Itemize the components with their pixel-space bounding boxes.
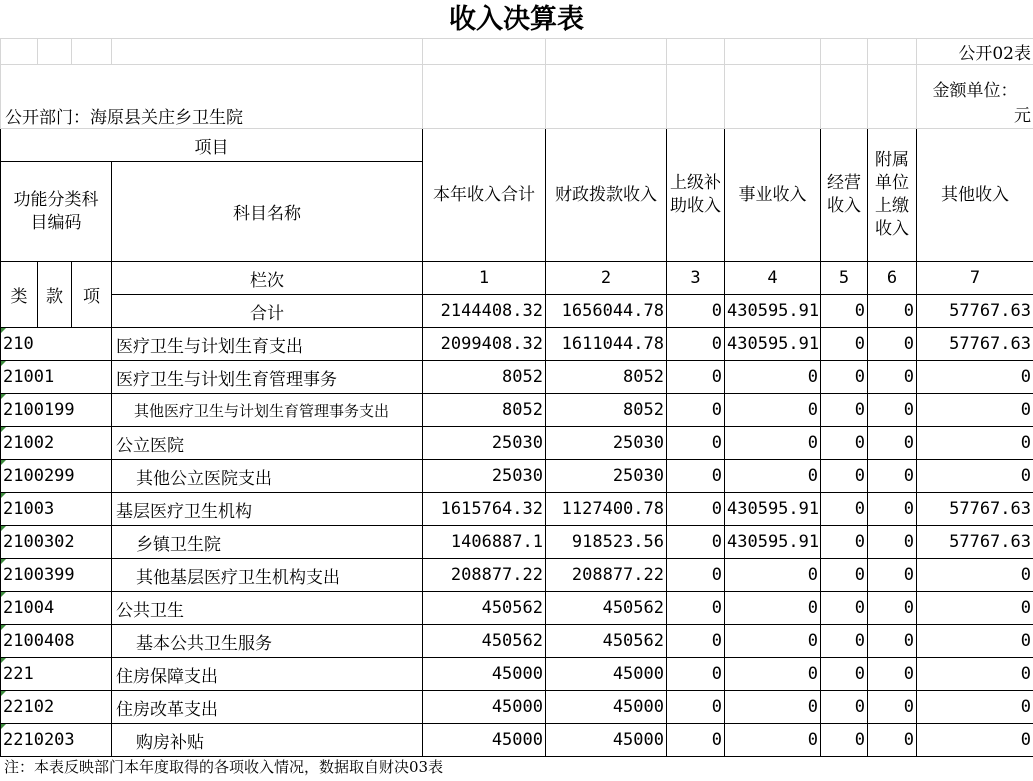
subject-name: 公共卫生 <box>112 592 423 625</box>
amount-cell: 45000 <box>423 691 546 724</box>
subject-code: 2100408 <box>1 625 112 658</box>
amount-cell: 450562 <box>423 625 546 658</box>
amount-cell: 0 <box>868 658 917 691</box>
subject-name: 其他医疗卫生与计划生育管理事务支出 <box>112 394 423 427</box>
table-row <box>1 493 1033 526</box>
amount-cell: 8052 <box>546 394 667 427</box>
amount-cell: 0 <box>868 691 917 724</box>
total-value: 0 <box>667 295 725 328</box>
amount-unit <box>917 65 1033 129</box>
amount-unit-value: 元 <box>1014 106 1031 126</box>
table-row <box>1 328 1033 361</box>
subject-name: 公立医院 <box>112 427 423 460</box>
total-row <box>1 295 1033 328</box>
table-row <box>1 460 1033 493</box>
amount-cell: 450562 <box>546 625 667 658</box>
amount-cell: 1127400.78 <box>546 493 667 526</box>
amount-cell: 0 <box>725 625 821 658</box>
subject-code: 21003 <box>1 493 112 526</box>
subject-name: 医疗卫生与计划生育支出 <box>112 328 423 361</box>
subject-code: 21001 <box>1 361 112 394</box>
footnote: 注：本表反映部门本年度取得的各项收入情况，数据取自财决03表 <box>4 758 444 776</box>
table-row <box>1 526 1033 559</box>
amount-cell: 0 <box>868 427 917 460</box>
total-label: 合计 <box>112 295 423 328</box>
header-lanci: 栏次 <box>112 262 423 295</box>
amount-cell: 208877.22 <box>546 559 667 592</box>
amount-cell: 8052 <box>546 361 667 394</box>
amount-cell: 0 <box>725 394 821 427</box>
amount-cell: 0 <box>917 724 1033 757</box>
amount-cell: 0 <box>667 691 725 724</box>
subject-code: 2100299 <box>1 460 112 493</box>
amount-cell: 0 <box>821 361 868 394</box>
amount-cell: 0 <box>917 427 1033 460</box>
amount-cell: 0 <box>725 658 821 691</box>
amount-cell: 0 <box>821 460 868 493</box>
subject-code: 21002 <box>1 427 112 460</box>
total-value: 1656044.78 <box>546 295 667 328</box>
amount-cell: 918523.56 <box>546 526 667 559</box>
subject-name: 购房补贴 <box>112 724 423 757</box>
amount-unit-label: 金额单位： <box>932 81 1018 101</box>
amount-cell: 0 <box>868 559 917 592</box>
amount-cell: 1611044.78 <box>546 328 667 361</box>
income-table <box>0 38 1033 757</box>
subject-code: 21004 <box>1 592 112 625</box>
subject-code: 22102 <box>1 691 112 724</box>
amount-cell: 450562 <box>423 592 546 625</box>
amount-cell: 0 <box>868 394 917 427</box>
amount-cell: 0 <box>821 427 868 460</box>
amount-cell: 430595.91 <box>725 328 821 361</box>
amount-cell: 0 <box>667 427 725 460</box>
amount-cell: 0 <box>821 493 868 526</box>
total-value: 57767.63 <box>917 295 1033 328</box>
col-index: 6 <box>868 262 917 295</box>
table-row <box>1 724 1033 757</box>
amount-cell: 25030 <box>423 460 546 493</box>
amount-cell: 0 <box>667 328 725 361</box>
header-xiang: 项 <box>72 262 112 328</box>
subject-code: 2100399 <box>1 559 112 592</box>
subject-name: 医疗卫生与计划生育管理事务 <box>112 361 423 394</box>
page-title: 收入决算表 <box>449 4 584 35</box>
amount-cell: 2099408.32 <box>423 328 546 361</box>
header-business: 事业收入 <box>725 129 821 262</box>
header-lei: 类 <box>1 262 38 328</box>
amount-cell: 45000 <box>546 724 667 757</box>
amount-cell: 25030 <box>546 460 667 493</box>
amount-cell: 0 <box>821 394 868 427</box>
amount-cell: 0 <box>725 691 821 724</box>
amount-cell: 0 <box>667 625 725 658</box>
amount-cell: 25030 <box>546 427 667 460</box>
amount-cell: 0 <box>868 592 917 625</box>
header-kuan: 款 <box>38 262 72 328</box>
amount-cell: 57767.63 <box>917 328 1033 361</box>
form-number-row <box>1 39 1033 65</box>
amount-cell: 0 <box>821 592 868 625</box>
amount-cell: 45000 <box>423 658 546 691</box>
form-number: 公开02表 <box>917 39 1033 65</box>
table-row <box>1 559 1033 592</box>
amount-cell: 0 <box>821 526 868 559</box>
amount-cell: 0 <box>917 625 1033 658</box>
subject-code: 2100302 <box>1 526 112 559</box>
amount-cell: 0 <box>725 427 821 460</box>
amount-cell: 430595.91 <box>725 526 821 559</box>
amount-cell: 45000 <box>546 658 667 691</box>
col-index: 7 <box>917 262 1033 295</box>
header-operating: 经营收入 <box>821 129 868 262</box>
amount-cell: 0 <box>725 592 821 625</box>
amount-cell: 57767.63 <box>917 526 1033 559</box>
amount-cell: 8052 <box>423 394 546 427</box>
amount-cell: 45000 <box>546 691 667 724</box>
amount-cell: 1406887.1 <box>423 526 546 559</box>
amount-cell: 0 <box>821 691 868 724</box>
amount-cell: 0 <box>821 328 868 361</box>
header-subject-name: 科目名称 <box>112 162 423 262</box>
amount-cell: 0 <box>821 559 868 592</box>
amount-cell: 0 <box>725 724 821 757</box>
subject-name: 其他公立医院支出 <box>112 460 423 493</box>
amount-cell: 0 <box>917 394 1033 427</box>
col-index: 4 <box>725 262 821 295</box>
table-row <box>1 592 1033 625</box>
amount-cell: 57767.63 <box>917 493 1033 526</box>
subject-code: 221 <box>1 658 112 691</box>
table-row <box>1 691 1033 724</box>
col-index: 3 <box>667 262 725 295</box>
amount-cell: 0 <box>725 460 821 493</box>
amount-cell: 45000 <box>423 724 546 757</box>
amount-cell: 0 <box>917 460 1033 493</box>
amount-cell: 0 <box>667 559 725 592</box>
amount-cell: 0 <box>868 493 917 526</box>
header-project: 项目 <box>1 129 423 162</box>
department-label: 公开部门：海原县关庄乡卫生院 <box>1 65 423 129</box>
amount-cell: 1615764.32 <box>423 493 546 526</box>
amount-cell: 0 <box>667 658 725 691</box>
header-row-1 <box>1 129 1033 162</box>
total-value: 0 <box>868 295 917 328</box>
amount-cell: 0 <box>868 526 917 559</box>
subject-code: 2210203 <box>1 724 112 757</box>
amount-cell: 0 <box>725 559 821 592</box>
amount-cell: 0 <box>868 361 917 394</box>
subject-code: 210 <box>1 328 112 361</box>
amount-cell: 25030 <box>423 427 546 460</box>
amount-cell: 0 <box>667 394 725 427</box>
amount-cell: 0 <box>667 361 725 394</box>
total-value: 2144408.32 <box>423 295 546 328</box>
header-superior: 上级补助收入 <box>667 129 725 262</box>
amount-cell: 0 <box>821 724 868 757</box>
amount-cell: 0 <box>725 361 821 394</box>
amount-cell: 0 <box>868 328 917 361</box>
table-row <box>1 361 1033 394</box>
amount-cell: 430595.91 <box>725 493 821 526</box>
total-value: 0 <box>821 295 868 328</box>
amount-cell: 0 <box>821 658 868 691</box>
amount-cell: 0 <box>667 592 725 625</box>
table-row <box>1 427 1033 460</box>
subject-name: 其他基层医疗卫生机构支出 <box>112 559 423 592</box>
header-row-3 <box>1 262 1033 295</box>
subject-name: 住房保障支出 <box>112 658 423 691</box>
amount-cell: 0 <box>868 724 917 757</box>
subject-name: 乡镇卫生院 <box>112 526 423 559</box>
header-func-code: 功能分类科目编码 <box>1 162 112 262</box>
col-index: 2 <box>546 262 667 295</box>
amount-cell: 0 <box>917 361 1033 394</box>
amount-cell: 0 <box>868 460 917 493</box>
header-other: 其他收入 <box>917 129 1033 262</box>
col-index: 5 <box>821 262 868 295</box>
col-index: 1 <box>423 262 546 295</box>
amount-cell: 0 <box>917 592 1033 625</box>
amount-cell: 450562 <box>546 592 667 625</box>
amount-cell: 0 <box>667 526 725 559</box>
amount-cell: 0 <box>868 625 917 658</box>
amount-cell: 0 <box>917 559 1033 592</box>
total-value: 430595.91 <box>725 295 821 328</box>
subject-name: 基层医疗卫生机构 <box>112 493 423 526</box>
table-row <box>1 625 1033 658</box>
subject-name: 基本公共卫生服务 <box>112 625 423 658</box>
amount-cell: 0 <box>667 460 725 493</box>
header-total: 本年收入合计 <box>423 129 546 262</box>
header-affiliated: 附属单位上缴收入 <box>868 129 917 262</box>
amount-cell: 8052 <box>423 361 546 394</box>
table-row <box>1 658 1033 691</box>
amount-cell: 0 <box>667 493 725 526</box>
subject-name: 住房改革支出 <box>112 691 423 724</box>
header-fiscal: 财政拨款收入 <box>546 129 667 262</box>
amount-cell: 0 <box>917 691 1033 724</box>
department-row <box>1 65 1033 129</box>
amount-cell: 208877.22 <box>423 559 546 592</box>
subject-code: 2100199 <box>1 394 112 427</box>
amount-cell: 0 <box>667 724 725 757</box>
amount-cell: 0 <box>917 658 1033 691</box>
amount-cell: 0 <box>821 625 868 658</box>
table-row <box>1 394 1033 427</box>
